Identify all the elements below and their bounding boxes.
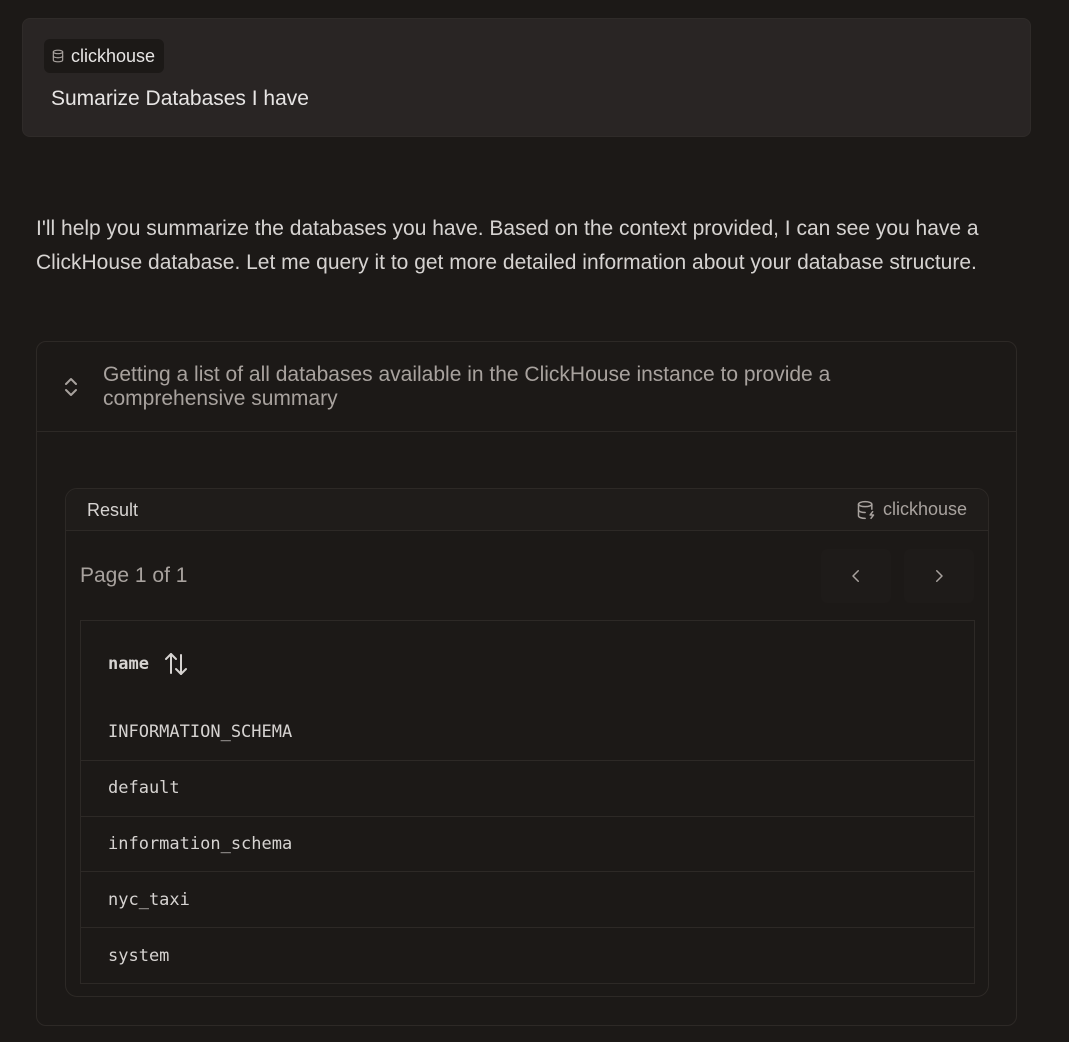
page-info: Page 1 of 1 — [80, 564, 188, 587]
table-row: INFORMATION_SCHEMA — [81, 705, 974, 761]
user-message — [22, 18, 1031, 137]
column-header-label: name — [108, 654, 149, 674]
tool-call-header[interactable] — [37, 342, 1016, 432]
table-row: information_schema — [81, 817, 974, 873]
table-body — [81, 705, 974, 984]
database-icon — [856, 500, 876, 520]
chevron-left-icon — [847, 567, 865, 585]
table-row: default — [81, 761, 974, 817]
result-header — [66, 489, 988, 531]
column-header-name[interactable] — [108, 651, 189, 677]
tool-call-card — [36, 341, 1017, 1026]
context-chip[interactable] — [44, 39, 164, 73]
assistant-message-text: I'll help you summarize the databases you have. Based on the context provided, I can see you have a ClickHouse database. Let me query it to get more detailed information about your database structure. — [36, 217, 979, 274]
result-source — [856, 499, 967, 520]
next-page-button[interactable] — [904, 549, 974, 603]
user-message-text: Sumarize Databases I have — [51, 87, 309, 110]
chevron-right-icon — [930, 567, 948, 585]
results-table — [80, 620, 975, 984]
table-header-row — [81, 621, 974, 705]
result-label: Result — [87, 500, 139, 520]
table-row: nyc_taxi — [81, 872, 974, 928]
sort-icon[interactable] — [163, 651, 189, 677]
previous-page-button[interactable] — [821, 549, 891, 603]
chevrons-up-down-icon[interactable] — [61, 375, 81, 399]
result-card — [65, 488, 989, 997]
context-chip-label: clickhouse — [71, 45, 156, 66]
result-source-label: clickhouse — [882, 499, 967, 519]
tool-call-description: Getting a list of all databases available in the ClickHouse instance to provide a comprehensive summary — [103, 363, 831, 410]
database-icon — [51, 49, 65, 63]
table-row: system — [108, 946, 170, 967]
